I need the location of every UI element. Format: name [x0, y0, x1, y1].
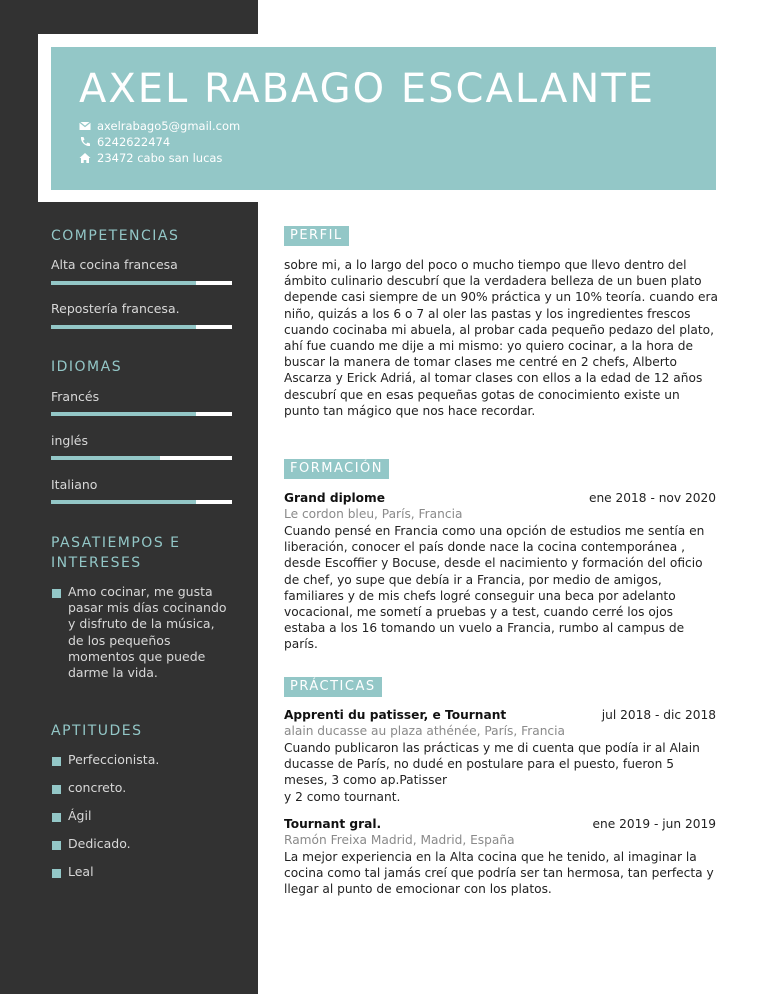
contact-address — [79, 151, 222, 165]
address-text: 23472 cabo san lucas — [97, 151, 223, 165]
aptitude-item: Ágil — [68, 808, 92, 823]
formacion-entry-date: ene 2018 - nov 2020 — [588, 491, 716, 505]
formacion-heading: FORMACIÓN — [284, 459, 389, 479]
bullet-square-icon — [52, 869, 61, 878]
email-text[interactable]: axelrabago5@gmail.com — [97, 119, 241, 133]
competencias-title: COMPETENCIAS — [51, 228, 180, 244]
pasatiempos-title-line2: INTERESES — [51, 555, 142, 571]
practica-entry-date: jul 2018 - dic 2018 — [601, 708, 716, 722]
practica-entry-place: alain ducasse au plaza athénée, París, Francia — [284, 724, 565, 738]
hobby-text: Amo cocinar, me gusta pasar mis días cocinando y disfruto de la música, de los pequeños momentos que puede darme la vida. — [68, 584, 227, 681]
perfil-heading: PERFIL — [284, 226, 349, 246]
language-label: Francés — [51, 389, 100, 404]
aptitude-item: Leal — [68, 864, 94, 879]
practica-entry-date: ene 2019 - jun 2019 — [592, 817, 716, 831]
bullet-square-icon — [52, 785, 61, 794]
language-level-fill — [51, 456, 160, 460]
aptitude-item: concreto. — [68, 780, 127, 795]
candidate-name: AXEL RABAGO ESCALANTE — [79, 66, 656, 112]
home-icon — [79, 152, 91, 164]
idiomas-title: IDIOMAS — [51, 359, 123, 375]
practica-entry-text: La mejor experiencia en la Alta cocina que he tenido, al imaginar la cocina como tal jamás creí que podría ser tan hermosa, tan perfecta y llegar al punto de emocionar con los platos. — [284, 850, 714, 897]
contact-email — [79, 119, 240, 133]
practica-entry-title: Tournant gral. — [284, 817, 382, 831]
perfil-text: sobre mi, a lo largo del poco o mucho tiempo que llevo dentro del ámbito culinario descubrí que la verdadera belleza de un buen plato depende casi siempre de un 90% práctica y un 10% teoría. cuando era niño, quizás a los 6 o 7 al oler las pastas y los ingredientes frescos cuando cocinaba mi abuela, al probar cada pequeño pedazo del plato, ahí fue cuando me dije a mi mismo: yo quiero cocinar, a la hora de buscar la manera de tomar clases me centré en 2 chefs, Alberto Ascarza y Erick Adriá, al tomar clases con ellos a la edad de 12 años descubrí que en esas pequeñas gotas de conocimiento existe un punto tan mágico que nos hace recordar. — [284, 258, 718, 418]
formacion-entry-text: Cuando pensé en Francia como una opción de estudios me sentía en liberación, conocer el país donde nace la cocina contemporánea , desde Escoffier y Bocuse, desde el nacimiento y formación del oficio de chef, yo supe que debía ir a Francia, por medio de amigos, familiares y de mis chefs logré conseguir una beca por adelanto vocacional, me sometí a pruebas y a test, cuando cerré los ojos estaba a los 16 tomando un vuelo a Francia, rumbo al campus de parís. — [284, 524, 705, 652]
bullet-square-icon — [52, 757, 61, 766]
practica-entry-text: Cuando publicaron las prácticas y me di cuenta que podía ir al Alain ducasse de París, no dudé en postulare para el puesto, fueron 5 meses, 3 como ap.Patisser — [284, 741, 700, 788]
skill-label: Repostería francesa. — [51, 301, 180, 316]
contact-phone — [79, 135, 170, 149]
pasatiempos-title: PASATIEMPOS E — [51, 535, 181, 551]
skill-label: Alta cocina francesa — [51, 257, 178, 272]
aptitudes-title: APTITUDES — [51, 723, 143, 739]
aptitude-item: Dedicado. — [68, 836, 131, 851]
aptitude-item: Perfeccionista. — [68, 752, 160, 767]
bullet-square-icon — [52, 589, 61, 598]
phone-icon — [79, 136, 91, 148]
formacion-entry-place: Le cordon bleu, París, Francia — [284, 507, 463, 521]
language-level-fill — [51, 500, 196, 504]
envelope-icon — [79, 120, 91, 132]
language-level-fill — [51, 412, 196, 416]
language-level-bar — [51, 412, 232, 416]
formacion-entry-title: Grand diplome — [284, 491, 386, 505]
practica-entry-place: Ramón Freixa Madrid, Madrid, España — [284, 833, 515, 847]
language-level-bar — [51, 500, 232, 504]
bullet-square-icon — [52, 841, 61, 850]
practicas-heading: PRÁCTICAS — [284, 677, 382, 697]
practica-entry-text-cont: y 2 como tournant. — [284, 790, 401, 804]
skill-level-bar — [51, 325, 232, 329]
skill-level-fill — [51, 325, 196, 329]
phone-text[interactable]: 6242622474 — [97, 135, 171, 149]
language-label: inglés — [51, 433, 89, 448]
bullet-square-icon — [52, 813, 61, 822]
skill-level-bar — [51, 281, 232, 285]
language-label: Italiano — [51, 477, 98, 492]
language-level-bar — [51, 456, 232, 460]
practica-entry-title: Apprenti du patisser, e Tournant — [284, 708, 507, 722]
skill-level-fill — [51, 281, 196, 285]
